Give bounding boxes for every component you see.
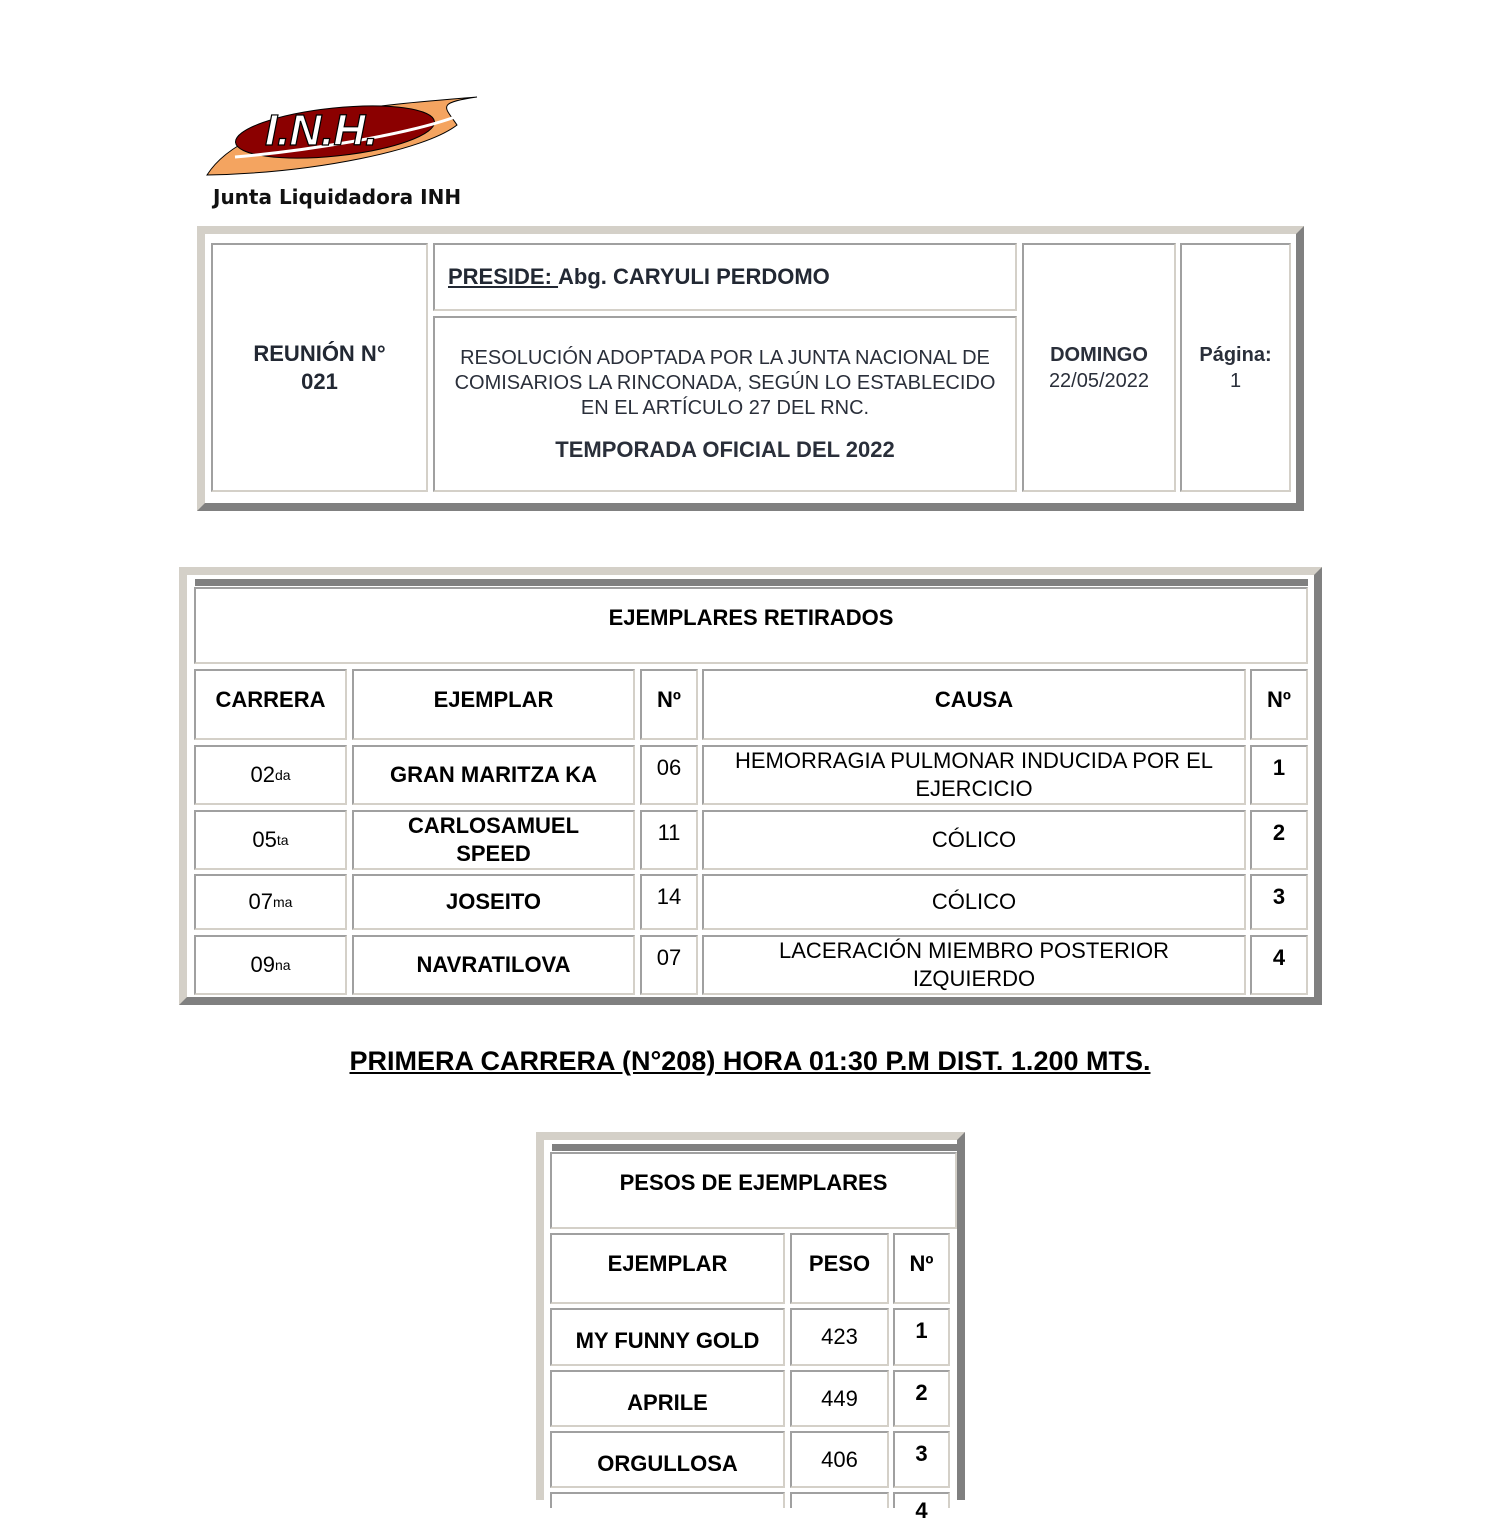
- table-row-n: 1: [893, 1308, 950, 1366]
- col-numero: Nº: [640, 669, 698, 740]
- table-row-ejemplar: JOSEITO: [352, 874, 635, 930]
- col-n: Nº: [893, 1233, 950, 1304]
- resolucion-text: RESOLUCIÓN ADOPTADA POR LA JUNTA NACIONAL DE COMISARIOS LA RINCONADA, SEGÚN LO ESTABLECIDO EN EL ARTÍCULO 27 DEL RNC.: [454, 346, 996, 419]
- table-row-carrera: 02 da: [194, 745, 347, 805]
- table-row-ejemplar: CARLOSAMUEL SPEED: [352, 810, 635, 870]
- table-row-numero: 07: [640, 935, 698, 995]
- fecha-text: 22/05/2022: [1048, 369, 1150, 392]
- logo-text: I.N.H.: [265, 106, 378, 155]
- preside-cell: [433, 243, 1017, 311]
- preside-name: Abg. CARYULI PERDOMO: [558, 264, 830, 289]
- pagina-label: Página:: [1199, 343, 1272, 366]
- table-row-peso: 423: [790, 1308, 889, 1366]
- resolucion-cell: [433, 316, 1017, 492]
- table-row-ejemplar: [550, 1492, 785, 1508]
- table-row-carrera: 09 na: [194, 935, 347, 995]
- table-row-ejemplar: NAVRATILOVA: [352, 935, 635, 995]
- inh-logo: [205, 95, 485, 215]
- inh-logo-mark: [205, 95, 485, 185]
- table-row-causa: CÓLICO: [702, 874, 1246, 930]
- table-row-n: 3: [893, 1431, 950, 1488]
- col-n: Nº: [1250, 669, 1308, 740]
- table-row-n: 2: [893, 1370, 950, 1427]
- dia-text: DOMINGO: [1050, 343, 1148, 366]
- col-peso: PESO: [790, 1233, 889, 1304]
- table-row-ejemplar: ORGULLOSA: [550, 1431, 785, 1488]
- retirados-title: [194, 587, 1308, 664]
- preside-label: PRESIDE:: [448, 264, 559, 289]
- col-ejemplar: EJEMPLAR: [550, 1233, 785, 1304]
- reunion-cell: [211, 243, 428, 492]
- temporada-text: TEMPORADA OFICIAL DEL 2022: [555, 436, 895, 462]
- reunion-text: REUNIÓN N° 021: [253, 340, 386, 394]
- table-row-peso: [790, 1492, 889, 1508]
- table-row-peso: 406: [790, 1431, 889, 1488]
- table-row-n: 1: [1250, 745, 1308, 805]
- table-row-n: 3: [1250, 874, 1308, 930]
- pagina-cell: [1180, 243, 1291, 492]
- table-row-ejemplar: MY FUNNY GOLD: [550, 1308, 785, 1366]
- table-row-n: 4: [893, 1492, 950, 1508]
- retirados-table: [179, 567, 1322, 1005]
- logo-subtitle: Junta Liquidadora INH: [213, 185, 462, 209]
- table-row-ejemplar: GRAN MARITZA KA: [352, 745, 635, 805]
- table-row-numero: 11: [640, 810, 698, 870]
- table-row-numero: 06: [640, 745, 698, 805]
- table-row-causa: LACERACIÓN MIEMBRO POSTERIOR IZQUIERDO: [702, 935, 1246, 995]
- pesos-table: [536, 1132, 965, 1523]
- col-carrera: CARRERA: [194, 669, 347, 740]
- table-row-peso: 449: [790, 1370, 889, 1427]
- table-row-causa: CÓLICO: [702, 810, 1246, 870]
- col-ejemplar: EJEMPLAR: [352, 669, 635, 740]
- table-row-n: 2: [1250, 810, 1308, 870]
- col-causa: CAUSA: [702, 669, 1246, 740]
- pagina-number: 1: [1229, 369, 1242, 392]
- table-row-ejemplar: APRILE: [550, 1370, 785, 1427]
- table-row-numero: 14: [640, 874, 698, 930]
- header-table: [197, 226, 1304, 511]
- table-row-carrera: 07 ma: [194, 874, 347, 930]
- fecha-cell: [1022, 243, 1176, 492]
- table-row-causa: HEMORRAGIA PULMONAR INDUCIDA POR EL EJERCICIO: [702, 745, 1246, 805]
- pesos-title: PESOS DE EJEMPLARES: [550, 1152, 957, 1229]
- race-title: PRIMERA CARRERA (N°208) HORA 01:30 P.M DIST. 1.200 MTS.: [349, 1046, 1151, 1076]
- table-row-carrera: 05 ta: [194, 810, 347, 870]
- table-row-n: 4: [1250, 935, 1308, 995]
- retirados-title-text: EJEMPLARES RETIRADOS: [608, 605, 894, 630]
